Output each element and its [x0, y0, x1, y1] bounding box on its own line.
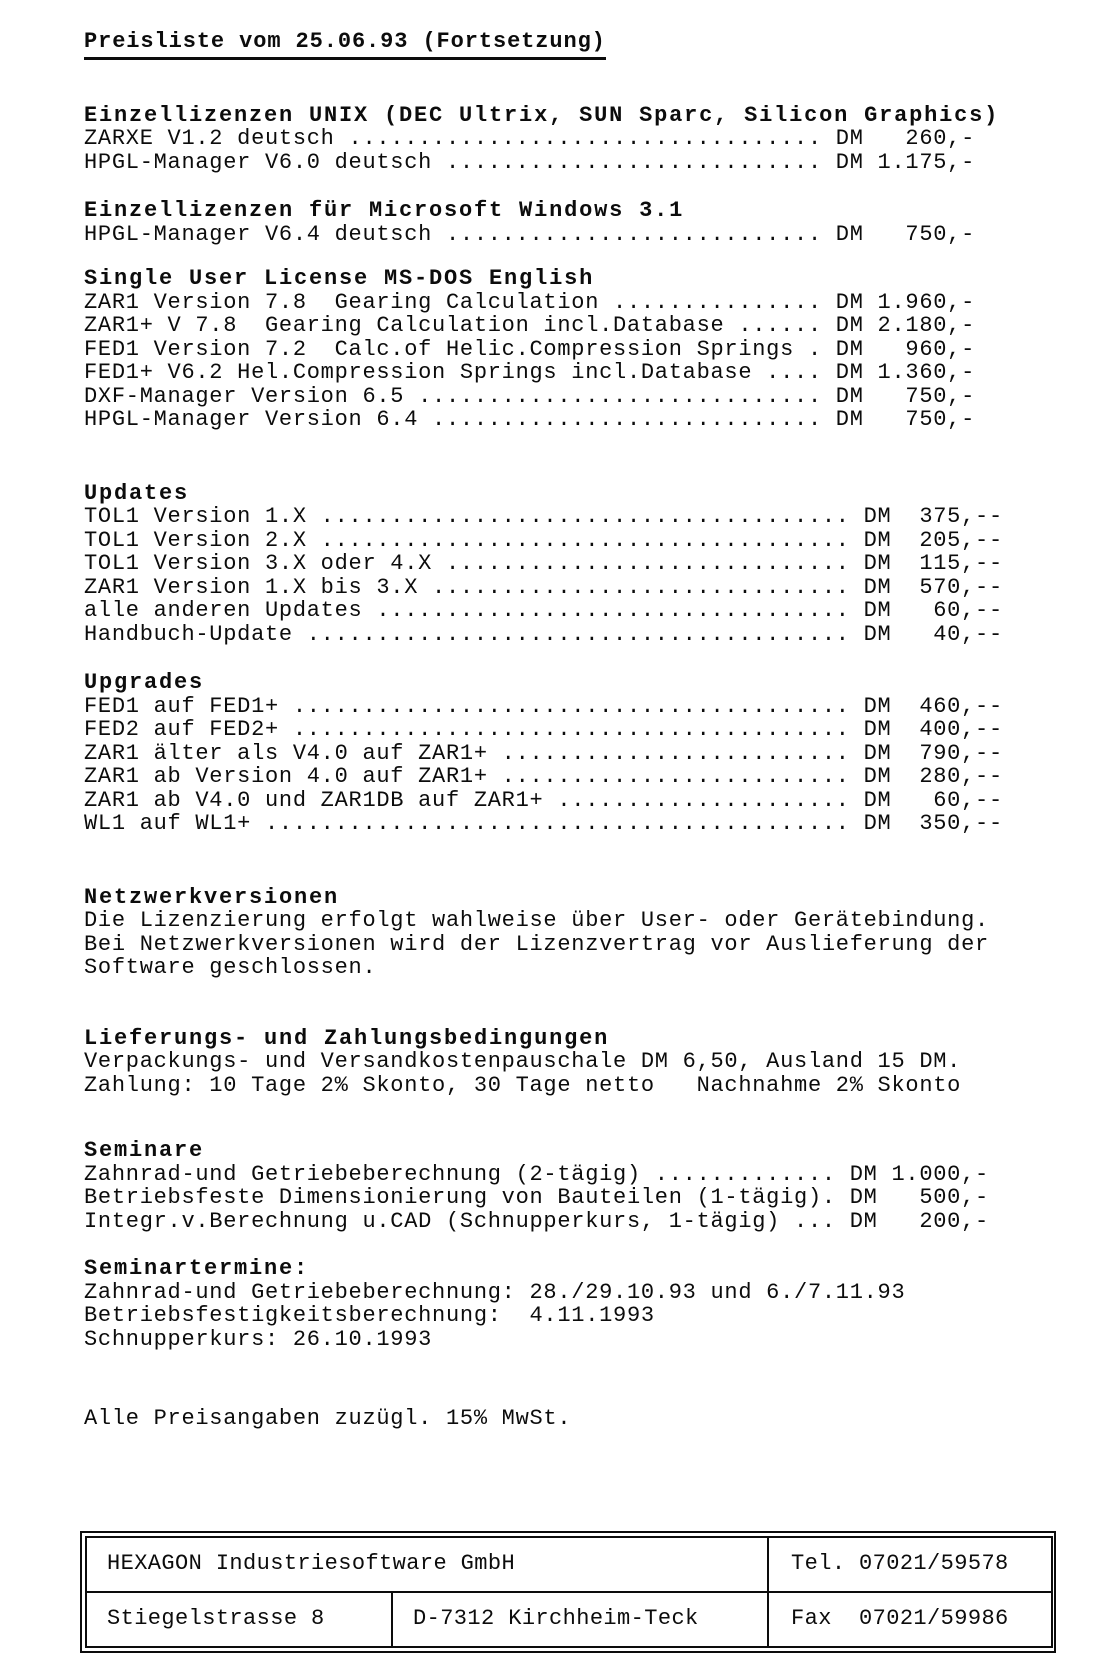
price-line: WL1 auf WL1+ .......................................... DM 350,--: [84, 811, 1003, 836]
text-line: Bei Netzwerkversionen wird der Lizenzvertrag vor Auslieferung der: [84, 931, 989, 957]
section-heading-termine: Seminartermine:: [84, 1256, 310, 1281]
section-heading-unix: Einzellizenzen UNIX (DEC Ultrix, SUN Sparc, Silicon Graphics): [84, 102, 1000, 128]
text-line: Die Lizenzierung erfolgt wahlweise über User- oder Gerätebindung.: [84, 908, 989, 933]
price-line: Zahnrad-und Getriebeberechnung (2-tägig) ............. DM 1.000,-: [84, 1161, 989, 1187]
section-upgrades: [84, 671, 1120, 836]
price-line: ZAR1 ab V4.0 und ZAR1DB auf ZAR1+ ..................... DM 60,--: [84, 787, 1003, 813]
footer-table: [85, 1536, 1053, 1648]
text-line: Betriebsfestigkeitsberechnung: 4.11.1993: [84, 1303, 655, 1328]
section-updates: [84, 482, 1120, 647]
section-heading-lieferung: Lieferungs- und Zahlungsbedingungen: [84, 1025, 610, 1051]
price-line: Betriebsfeste Dimensionierung von Bauteilen (1-tägig). DM 500,-: [84, 1185, 989, 1210]
price-line: Handbuch-Update ....................................... DM 40,--: [84, 621, 1003, 647]
price-line: alle anderen Updates .................................. DM 60,--: [84, 598, 1003, 623]
section-heading-upgrades: Upgrades: [84, 670, 205, 695]
price-line: FED1 Version 7.2 Calc.of Helic.Compression Springs . DM 960,-: [84, 336, 976, 362]
footer-street: Stiegelstrasse 8: [86, 1592, 392, 1647]
price-line: ZAR1 ab Version 4.0 auf ZAR1+ ......................... DM 280,--: [84, 764, 1003, 789]
section-heading-netzwerk: Netzwerkversionen: [84, 884, 340, 910]
section-netzwerk: [84, 886, 1120, 980]
footer-fax: Fax 07021/59986: [768, 1592, 1052, 1647]
section-heading-updates: Updates: [84, 480, 190, 506]
price-line: Integr.v.Berechnung u.CAD (Schnupperkurs, 1-tägig) ... DM 200,-: [84, 1208, 989, 1234]
text-line: Schnupperkurs: 26.10.1993: [84, 1326, 433, 1352]
price-line: ZAR1 älter als V4.0 auf ZAR1+ ......................... DM 790,--: [84, 740, 1003, 766]
text-line: Zahnrad-und Getriebeberechnung: 28./29.10.93 und 6./7.11.93: [84, 1279, 906, 1305]
footer-company: HEXAGON Industriesoftware GmbH: [86, 1537, 768, 1592]
price-line: FED1 auf FED1+ ........................................ DM 460,--: [84, 693, 1003, 719]
price-line: TOL1 Version 3.X oder 4.X ............................. DM 115,--: [84, 551, 1003, 576]
section-seminare: [84, 1139, 1120, 1233]
footer-address-table: [80, 1531, 1056, 1653]
section-heading-windows: Einzellizenzen für Microsoft Windows 3.1: [84, 198, 685, 223]
section-unix: [84, 104, 1120, 175]
section-termine: [84, 1257, 1120, 1351]
footer-table-row: [86, 1537, 1052, 1592]
price-line: HPGL-Manager Version 6.4 ............................ DM 750,-: [84, 407, 976, 432]
section-msdos: [84, 267, 1120, 432]
price-line: FED1+ V6.2 Hel.Compression Springs incl.Database .... DM 1.360,-: [84, 360, 976, 385]
price-line: FED2 auf FED2+ ........................................ DM 400,--: [84, 717, 1003, 742]
footer-table-row: [86, 1592, 1052, 1647]
tax-note: Alle Preisangaben zuzügl. 15% MwSt.: [84, 1406, 572, 1431]
sections-container: [84, 104, 1120, 1352]
section-lieferung: [84, 1027, 1120, 1098]
text-line: Zahlung: 10 Tage 2% Skonto, 30 Tage netto Nachnahme 2% Skonto: [84, 1072, 962, 1098]
page-title: Preisliste vom 25.06.93 (Fortsetzung): [84, 30, 606, 60]
price-line: HPGL-Manager V6.4 deutsch ........................... DM 750,-: [84, 221, 976, 247]
section-heading-seminare: Seminare: [84, 1138, 205, 1163]
price-line: HPGL-Manager V6.0 deutsch ........................... DM 1.175,-: [84, 149, 976, 175]
price-line: DXF-Manager Version 6.5 ............................. DM 750,-: [84, 383, 976, 409]
price-line: ZAR1+ V 7.8 Gearing Calculation incl.Database ...... DM 2.180,-: [84, 313, 976, 338]
text-line: Verpackungs- und Versandkostenpauschale DM 6,50, Ausland 15 DM.: [84, 1049, 962, 1074]
price-line: ZARXE V1.2 deutsch .................................. DM 260,-: [84, 126, 976, 151]
price-line: TOL1 Version 2.X ...................................... DM 205,--: [84, 527, 1003, 553]
text-line: Software geschlossen.: [84, 955, 377, 980]
price-line: TOL1 Version 1.X ...................................... DM 375,--: [84, 504, 1003, 529]
price-line: ZAR1 Version 1.X bis 3.X .............................. DM 570,--: [84, 574, 1003, 600]
footer-telephone: Tel. 07021/59578: [768, 1537, 1052, 1592]
section-heading-msdos: Single User License MS-DOS English: [84, 266, 595, 291]
footer-city: D-7312 Kirchheim-Teck: [392, 1592, 768, 1647]
section-windows: [84, 199, 1120, 246]
price-line: ZAR1 Version 7.8 Gearing Calculation ............... DM 1.960,-: [84, 289, 976, 315]
